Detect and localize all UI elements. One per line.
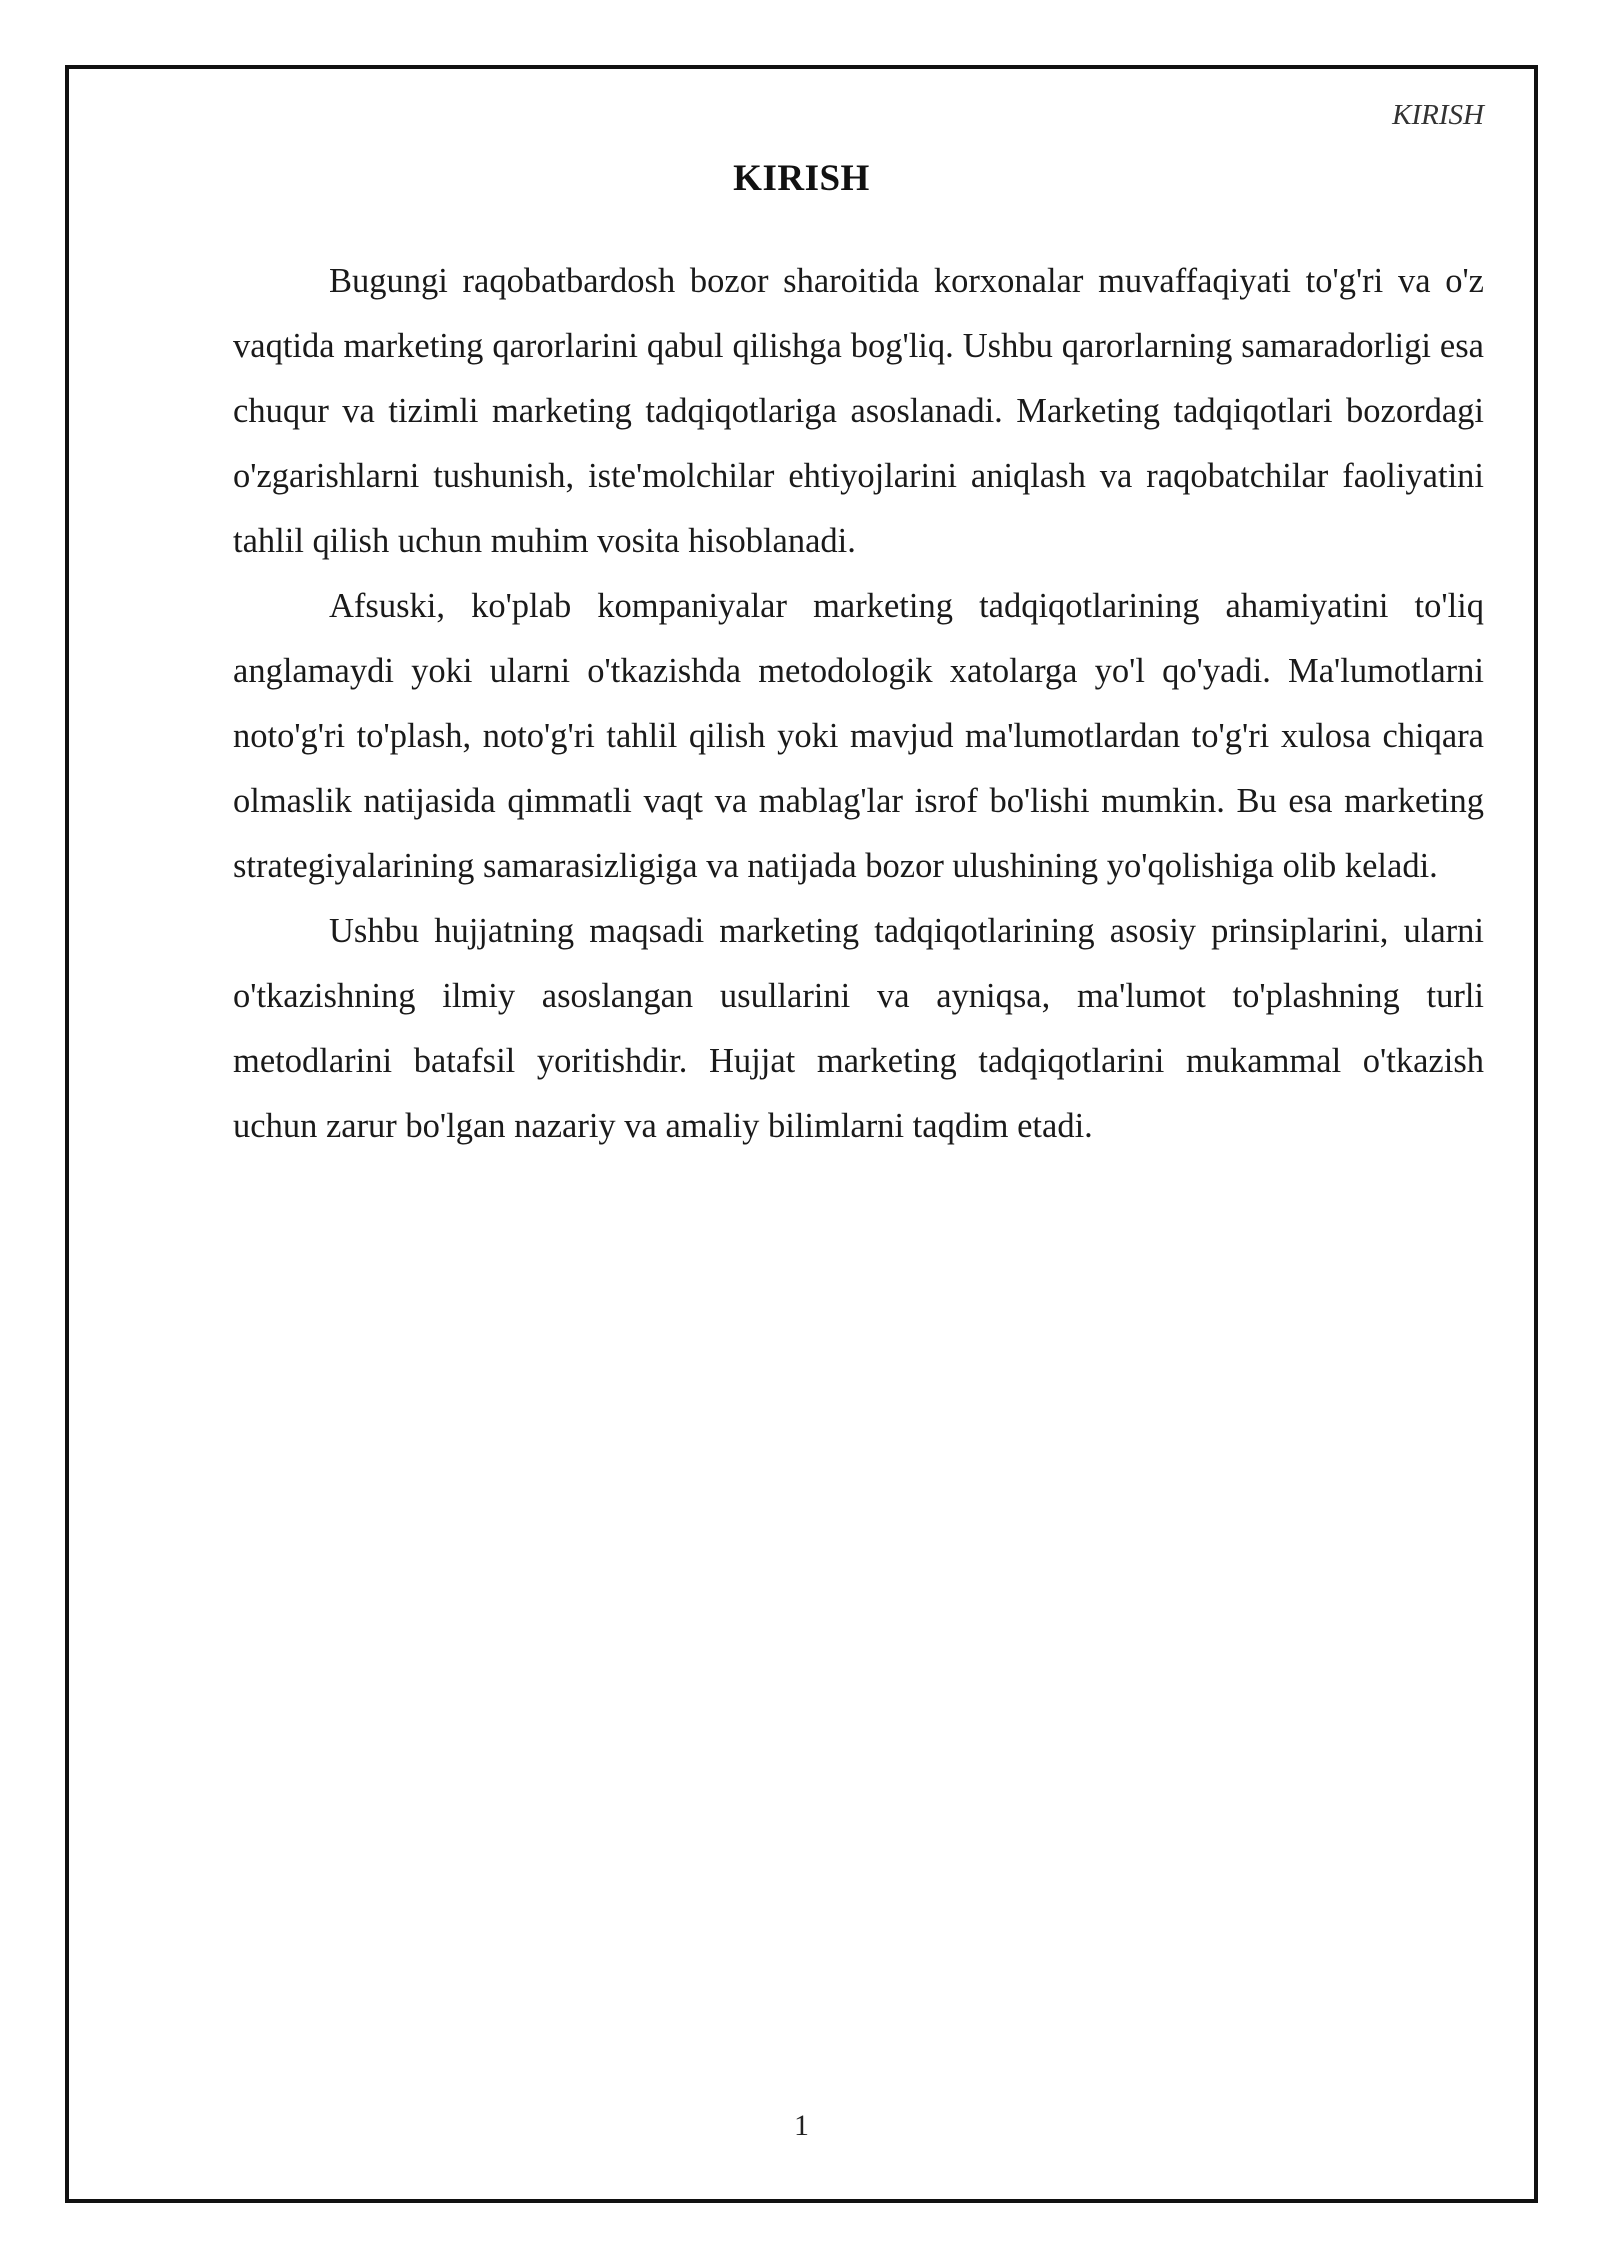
- page-title: KIRISH: [733, 158, 870, 199]
- paragraph-1: Bugungi raqobatbardosh bozor sharoitida korxonalar muvaffaqiyati to'g'ri va o'z vaqtida marketing qarorlarini qabul qilishga bog'liq. Ushbu qarorlarning samaradorligi esa chuqur va tizimli marketing tadqiqotlariga asoslanadi. Marketing tadqiqotlari bozordagi o'zgarishlarni tushunish, iste'molchilar ehtiyojlarini aniqlash va raqobatchilar faoliyatini tahlil qilish uchun muhim vosita hisoblanadi.: [233, 262, 1484, 560]
- page-number: 1: [794, 2109, 809, 2142]
- body-text: [233, 249, 1484, 1159]
- page-frame: [65, 65, 1538, 2203]
- paragraph-2: Afsuski, ko'plab kompaniyalar marketing tadqiqotlarining ahamiyatini to'liq anglamaydi yoki ularni o'tkazishda metodologik xatolarga yo'l qo'yadi. Ma'lumotlarni noto'g'ri to'plash, noto'g'ri tahlil qilish yoki mavjud ma'lumotlardan to'g'ri xulosa chiqara olmaslik natijasida qimmatli vaqt va mablag'lar isrof bo'lishi mumkin. Bu esa marketing strategiyalarining samarasizligiga va natijada bozor ulushining yo'qolishiga olib keladi.: [233, 587, 1484, 885]
- paragraph-3: Ushbu hujjatning maqsadi marketing tadqiqotlarining asosiy prinsiplarini, ularni o'tkazishning ilmiy asoslangan usullarini va ayniqsa, ma'lumot to'plashning turli metodlarini batafsil yoritishdir. Hujjat marketing tadqiqotlarini mukammal o'tkazish uchun zarur bo'lgan nazariy va amaliy bilimlarni taqdim etadi.: [233, 912, 1484, 1145]
- running-header: KIRISH: [1392, 99, 1484, 131]
